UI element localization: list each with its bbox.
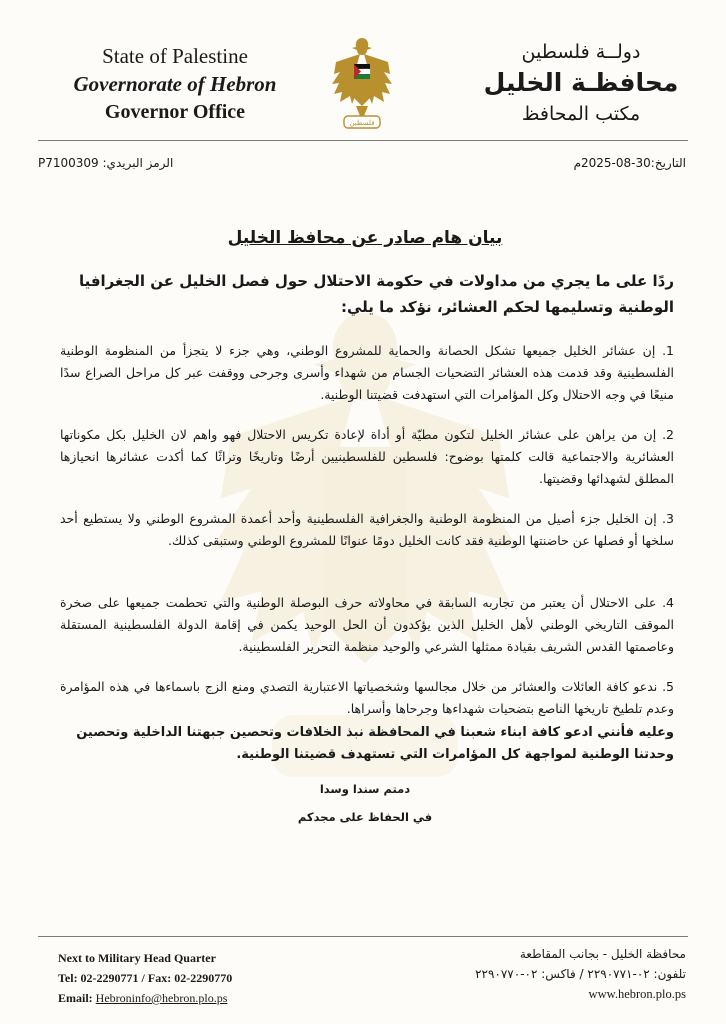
ar-governorate-name: محافظـة الخليل bbox=[483, 68, 679, 97]
ar-office-name: مكتب المحافظ bbox=[521, 103, 641, 125]
ar-phone-fax: تلفون: ٠٢-٢٢٩٠٧٧١ / فاكس: ٠٢-٢٢٩٠٧٧٠ bbox=[475, 967, 686, 981]
point-5: 5. ندعو كافة العائلات والعشائر من خلال مجالسها وشخصياتها الاعتبارية التصدي ومنع الزج باسماءها في هذه المؤامرة وعدم تلطيخ تاريخها الناصع بتضحيات شهداءها وجرحاها وأسراها. bbox=[60, 679, 674, 716]
header-divider bbox=[38, 140, 688, 141]
closing-line-1: دمتم سندا وسدا bbox=[319, 782, 411, 796]
document-date: التاريخ:30-08-2025م bbox=[573, 156, 686, 170]
ar-state-name: دولــة فلسطين bbox=[521, 41, 641, 63]
point-4: 4. على الاحتلال أن يعتبر من تجاربه السابقة في محاولاته حرف البوصلة الوطنية والتي تحطمت جميعها على صخرة الموقف التاريخي الوطني لأهل الخليل الذين يؤكدون أن الحل الوحيد يكمن في إقامة الدولة الفلسطينية المستقلة وعاصمتها القدس الشريف بقيادة ممثلها الشرعي والوحيد منظمة التحرير الفلسطينية. bbox=[60, 595, 674, 654]
palestine-eagle-emblem-icon bbox=[330, 34, 394, 134]
point-3: 3. إن الخليل جزء أصيل من المنظومة الوطنية والجغرافية الفلسطينية وأحد أعمدة المشروع الوطني ولا يستطيع أحد سلخها أو فصلها عن حاضنتها الوطنية فقد كانت الخليل دومًا عنوانًا للمشروع الوطني وستبقى كذلك. bbox=[60, 511, 674, 548]
en-email-line bbox=[58, 988, 232, 1008]
statement-title: بيان هام صادر عن محافظ الخليل bbox=[227, 228, 503, 248]
closing-line-2: في الحفاظ على مجدكم bbox=[297, 810, 433, 824]
en-governorate-name: Governorate of Hebron bbox=[73, 72, 277, 96]
en-address: Next to Military Head Quarter bbox=[58, 951, 216, 965]
en-email-link[interactable]: Hebroninfo@hebron.plo.ps bbox=[95, 991, 228, 1005]
statement-conclusion: وعليه فأنني ادعو كافة ابناء شعبنا في المحافظة نبذ الخلافات وتحصين جبهتنا الداخلية وتحصين وحدتنا الوطنية لمواجهة كل المؤامرات التي تستهدف قضيتنا الوطنية. bbox=[76, 725, 674, 762]
ar-address: محافظة الخليل - بجانب المقاطعة bbox=[519, 947, 686, 961]
english-letterhead bbox=[60, 42, 290, 126]
postal-code: الرمز البريدي: P7100309 bbox=[38, 156, 174, 170]
point-1: 1. إن عشائر الخليل جميعها تشكل الحصانة والحماية للمشروع الوطني، وهي جزء لا يتجزأ من المنظومة الوطنية الفلسطينية وقد قدمت هذه العشائر التضحيات الجسام من شهداء وأسرى وجرحى ووقفت عبر كل مراحل الصراع سدًا منيعًا في وجه الاحتلال وكل المؤامرات التي استهدفت قضيتنا الوطنية. bbox=[60, 343, 674, 402]
website-link[interactable]: www.hebron.plo.ps bbox=[588, 987, 686, 1001]
statement-intro: ردًا على ما يجري من مداولات في حكومة الاحتلال حول فصل الخليل عن الجغرافيا الوطنية وتسليمها لحكم العشائر، نؤكد ما يلي: bbox=[78, 272, 674, 316]
en-state-name: State of Palestine bbox=[102, 44, 248, 68]
footer-divider bbox=[38, 936, 688, 937]
en-office-name: Governor Office bbox=[104, 101, 246, 123]
en-phone-fax: Tel: 02-2290771 / Fax: 02-2290770 bbox=[58, 971, 233, 985]
point-2: 2. إن من يراهن على عشائر الخليل لتكون مطيّة أو أداة لإعادة تكريس الاحتلال فهو واهم لان الخليل بكل مكوناتها العشائرية والاجتماعية قالت كلمتها بوضوح: فلسطين للفلسطينيين أرضًا وتاريخًا وتراثًا كما أكدت عشائرها انحيازها المطلق لشهدائها وقضيتها. bbox=[60, 427, 674, 486]
arabic-contact-block bbox=[475, 944, 686, 1004]
english-contact-block bbox=[58, 948, 232, 1008]
logo-text: فلسطين bbox=[349, 119, 375, 127]
arabic-letterhead bbox=[476, 38, 686, 128]
en-email-label: Email: bbox=[58, 991, 96, 1005]
